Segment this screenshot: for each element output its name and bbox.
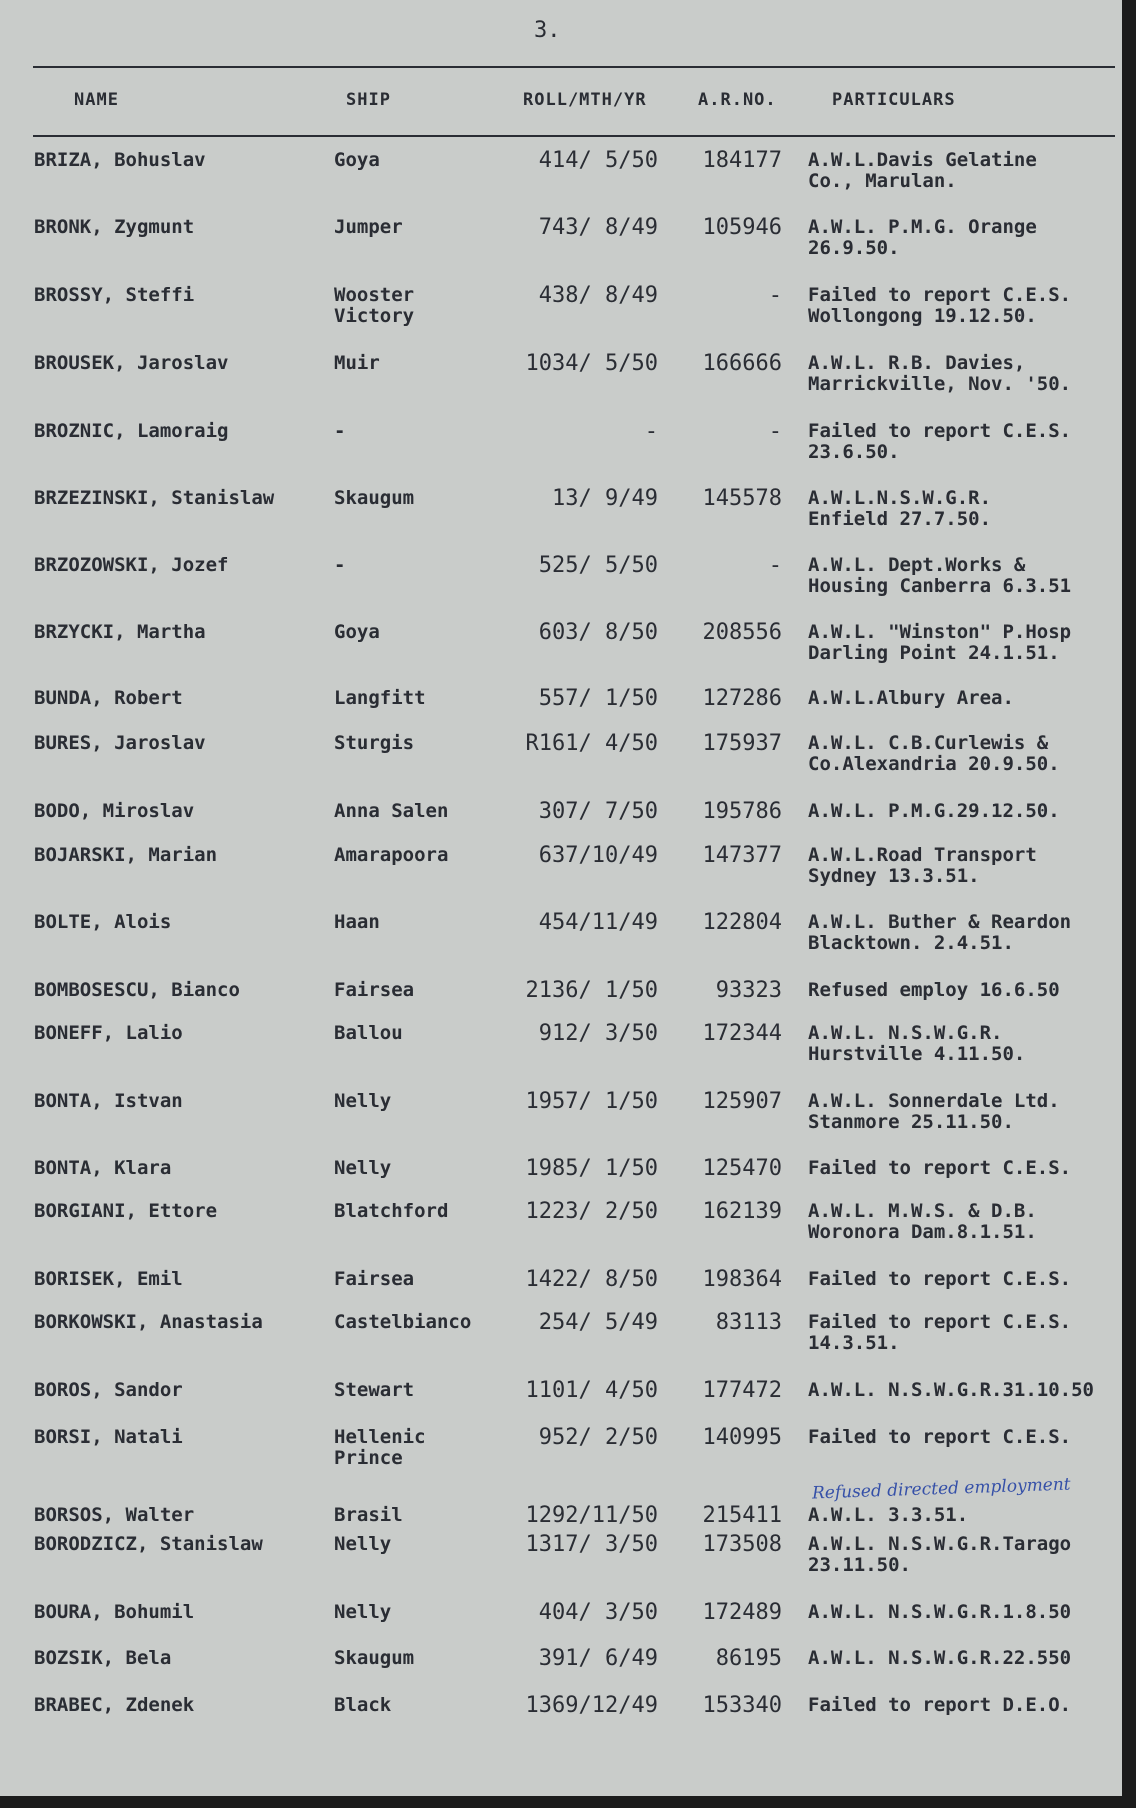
record-name: BODO, Miroslav [34,800,195,822]
record-name: BORSI, Natali [34,1426,183,1448]
record-ar-no: 153340 [702,1693,782,1718]
record-name: BORSOS, Walter [34,1504,195,1526]
record-ship: Nelly [334,1090,392,1112]
top-rule [33,66,1115,68]
record-particulars: Failed to report C.E.S. [808,1158,1072,1179]
record-ship: Sturgis [334,732,415,754]
record-roll: 557/ 1/50 [538,686,658,711]
record-roll: 414/ 5/50 [538,148,658,173]
record-ship: Hellenic Prince [334,1426,426,1469]
record-particulars: Refused employ 16.6.50 [808,980,1060,1001]
record-ship: Castelbianco [334,1311,472,1333]
record-roll: 454/11/49 [538,910,658,935]
record-ar-no: - [768,283,782,308]
record-roll: 952/ 2/50 [538,1425,658,1450]
record-ship: Nelly [334,1533,392,1555]
record-particulars: A.W.L. Sonnerdale Ltd. Stanmore 25.11.50. [808,1091,1060,1133]
record-particulars: A.W.L. N.S.W.G.R.22.550 [808,1648,1072,1669]
record-ar-no: 172489 [702,1600,782,1625]
record-name: BURES, Jaroslav [34,732,206,754]
record-roll: 438/ 8/49 [538,283,658,308]
record-ship: Brasil [334,1504,403,1526]
record-ship: Jumper [334,216,403,238]
record-ar-no: 195786 [702,799,782,824]
record-particulars: Failed to report D.E.O. [808,1695,1072,1716]
record-particulars: A.W.L. N.S.W.G.R.1.8.50 [808,1602,1072,1623]
record-particulars: A.W.L. P.M.G.29.12.50. [808,801,1060,822]
record-roll: 307/ 7/50 [538,799,658,824]
record-particulars: Failed to report C.E.S. 23.6.50. [808,421,1072,463]
record-ar-no: 175937 [702,731,782,756]
record-roll: 603/ 8/50 [538,620,658,645]
record-name: BORGIANI, Ettore [34,1200,218,1222]
record-ar-no: 147377 [702,843,782,868]
record-roll: 1292/11/50 [525,1503,658,1528]
record-roll: R161/ 4/50 [525,731,658,756]
record-ship: Stewart [334,1379,415,1401]
record-roll: 404/ 3/50 [538,1600,658,1625]
record-roll: 637/10/49 [538,843,658,868]
record-roll: 1034/ 5/50 [525,351,658,376]
record-ar-no: 172344 [702,1021,782,1046]
record-ar-no: 173508 [702,1532,782,1557]
record-name: BORKOWSKI, Anastasia [34,1311,263,1333]
record-roll: 525/ 5/50 [538,553,658,578]
record-name: BRONK, Zygmunt [34,216,195,238]
record-particulars: A.W.L. N.S.W.G.R. Hurstville 4.11.50. [808,1023,1026,1065]
record-ship: Fairsea [334,979,415,1001]
record-name: BORODZICZ, Stanislaw [34,1533,263,1555]
record-ship: Haan [334,911,380,933]
header-ship: SHIP [346,90,391,110]
record-roll: 1957/ 1/50 [525,1089,658,1114]
record-particulars: A.W.L.Road Transport Sydney 13.3.51. [808,845,1037,887]
record-ar-no: 162139 [702,1199,782,1224]
record-roll: 254/ 5/49 [538,1310,658,1335]
record-ship: Goya [334,149,380,171]
record-ar-no: - [768,419,782,444]
record-name: BROSSY, Steffi [34,284,195,306]
record-roll: 743/ 8/49 [538,215,658,240]
record-particulars: Failed to report C.E.S. 14.3.51. [808,1312,1072,1354]
record-name: BROUSEK, Jaroslav [34,352,229,374]
record-ship: Muir [334,352,380,374]
record-ar-no: 198364 [702,1267,782,1292]
record-roll: 2136/ 1/50 [525,978,658,1003]
record-particulars: A.W.L. P.M.G. Orange 26.9.50. [808,217,1037,259]
record-name: BRZOZOWSKI, Jozef [34,554,229,576]
record-ship: Skaugum [334,487,415,509]
record-ar-no: - [768,553,782,578]
record-particulars: Failed to report C.E.S. [808,1269,1072,1290]
record-name: BONTA, Istvan [34,1090,183,1112]
record-ar-no: 105946 [702,215,782,240]
record-particulars: Failed to report C.E.S. Wollongong 19.12.50. [808,285,1072,327]
record-roll: 391/ 6/49 [538,1646,658,1671]
record-ar-no: 177472 [702,1378,782,1403]
record-ship: Langfitt [334,687,426,709]
header-name: NAME [74,90,119,110]
record-roll: 1422/ 8/50 [525,1267,658,1292]
record-roll: 912/ 3/50 [538,1021,658,1046]
record-particulars: A.W.L. Buther & Reardon Blacktown. 2.4.51. [808,912,1072,954]
record-particulars: A.W.L. N.S.W.G.R.Tarago 23.11.50. [808,1534,1072,1576]
record-name: BUNDA, Robert [34,687,183,709]
record-ship: Black [334,1694,392,1716]
record-ar-no: 93323 [715,978,782,1003]
record-ship: - [334,420,346,442]
record-roll: 1101/ 4/50 [525,1378,658,1403]
record-ar-no: 184177 [702,148,782,173]
record-particulars: A.W.L. "Winston" P.Hosp Darling Point 24.1.51. [808,622,1072,664]
record-name: BOROS, Sandor [34,1379,183,1401]
record-name: BOURA, Bohumil [34,1601,195,1623]
record-name: BRABEC, Zdenek [34,1694,195,1716]
record-name: BRZYCKI, Martha [34,621,206,643]
record-ship: Amarapoora [334,844,449,866]
record-name: BONTA, Klara [34,1157,172,1179]
record-ar-no: 122804 [702,910,782,935]
record-name: BRZEZINSKI, Stanislaw [34,487,275,509]
record-ship: Skaugum [334,1647,415,1669]
record-name: BOLTE, Alois [34,911,172,933]
header-rule [33,135,1115,137]
record-particulars: A.W.L.Davis Gelatine Co., Marulan. [808,150,1037,192]
record-name: BROZNIC, Lamoraig [34,420,229,442]
record-name: BOZSIK, Bela [34,1647,172,1669]
record-particulars: A.W.L. M.W.S. & D.B. Woronora Dam.8.1.51. [808,1201,1037,1243]
record-ar-no: 86195 [715,1646,782,1671]
record-ship: Nelly [334,1601,392,1623]
record-name: BORISEK, Emil [34,1268,183,1290]
record-name: BOJARSKI, Marian [34,844,218,866]
record-ar-no: 127286 [702,686,782,711]
record-particulars: A.W.L. N.S.W.G.R.31.10.50 [808,1380,1094,1401]
record-particulars: A.W.L.N.S.W.G.R. Enfield 27.7.50. [808,488,992,530]
header-particulars: PARTICULARS [832,90,956,110]
record-particulars: A.W.L. C.B.Curlewis & Co.Alexandria 20.9.50. [808,733,1060,775]
record-name: BOMBOSESCU, Bianco [34,979,240,1001]
header-roll: ROLL/MTH/YR [523,90,647,110]
record-particulars: A.W.L. R.B. Davies, Marrickville, Nov. '50. [808,353,1072,395]
page-number: 3. [534,18,561,43]
record-roll: 1223/ 2/50 [525,1199,658,1224]
record-ar-no: 215411 [702,1503,782,1528]
record-ar-no: 166666 [702,351,782,376]
record-roll: 1985/ 1/50 [525,1156,658,1181]
handwritten-annotation: Refused directed employment [811,1474,1071,1504]
record-ship: - [334,554,346,576]
record-ship: Blatchford [334,1200,449,1222]
record-ar-no: 125470 [702,1156,782,1181]
record-ar-no: 125907 [702,1089,782,1114]
record-ar-no: 145578 [702,486,782,511]
header-ar-no: A.R.NO. [698,90,777,110]
record-ship: Nelly [334,1157,392,1179]
record-ar-no: 83113 [715,1310,782,1335]
record-ship: Fairsea [334,1268,415,1290]
record-particulars: Failed to report C.E.S. [808,1427,1072,1448]
record-ship: Ballou [334,1022,403,1044]
record-ar-no: 208556 [702,620,782,645]
record-ship: Wooster Victory [334,284,415,327]
record-roll: 1317/ 3/50 [525,1532,658,1557]
record-particulars: A.W.L. Dept.Works & Housing Canberra 6.3.51 [808,555,1072,597]
record-name: BONEFF, Lalio [34,1022,183,1044]
record-roll: 1369/12/49 [525,1693,658,1718]
record-name: BRIZA, Bohuslav [34,149,206,171]
record-ship: Anna Salen [334,800,449,822]
record-particulars: A.W.L.Albury Area. [808,688,1014,709]
record-ship: Goya [334,621,380,643]
record-ar-no: 140995 [702,1425,782,1450]
record-roll: 13/ 9/49 [552,486,658,511]
record-particulars: A.W.L. 3.3.51. [808,1505,969,1526]
record-roll: - [644,419,658,444]
